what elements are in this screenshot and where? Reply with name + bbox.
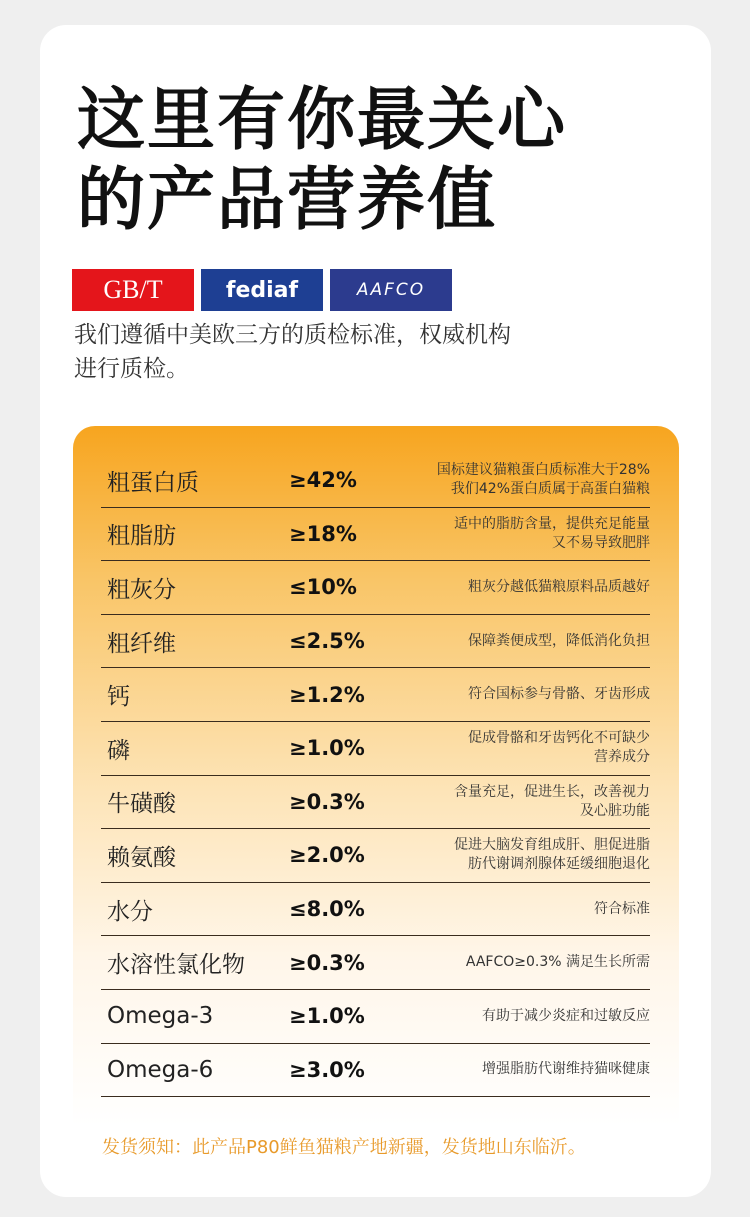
nutrient-value: ≥1.0% [289, 736, 365, 761]
fediaf-badge: fediaf [201, 269, 323, 311]
nutrient-value: ≥0.3% [289, 789, 365, 814]
nutrient-value: ≥18% [289, 521, 357, 546]
nutrient-name: 粗灰分 [107, 576, 176, 603]
nutrition-panel [73, 426, 679, 1126]
intro-text [74, 318, 634, 386]
nutrition-row [101, 776, 650, 830]
nutrient-value: ≥1.0% [289, 1004, 365, 1029]
nutrition-row [101, 829, 650, 883]
gb-t-badge: GB/T [72, 269, 194, 311]
nutrient-description [594, 883, 650, 936]
nutrient-name: 粗脂肪 [107, 523, 176, 550]
nutrient-description [454, 776, 650, 829]
nutrient-name: 粗纤维 [107, 630, 176, 657]
nutrient-name: 钙 [107, 684, 130, 711]
nutrition-row [101, 454, 650, 508]
nutrient-name: Omega-3 [107, 1003, 214, 1030]
description-line: 营养成分 [594, 749, 650, 766]
nutrient-description [482, 990, 650, 1043]
description-line: 促进大脑发育组成肝、胆促进脂 [454, 837, 650, 854]
page-title [77, 81, 567, 241]
description-line: 保障粪便成型，降低消化负担 [468, 632, 650, 649]
nutrient-name: 牛磺酸 [107, 791, 176, 818]
description-line: 促成骨骼和牙齿钙化不可缺少 [468, 730, 650, 747]
description-line: 及心脏功能 [580, 802, 650, 819]
description-line: AAFCO≥0.3% 满足生长所需 [465, 954, 650, 971]
intro-line-1: 我们遵循中美欧三方的质检标准，权威机构 [74, 322, 511, 348]
nutrient-value: ≥3.0% [289, 1057, 365, 1082]
description-line: 符合国标参与骨骼、牙齿形成 [468, 686, 650, 703]
nutrition-row [101, 990, 650, 1044]
nutrient-value: ≤8.0% [289, 897, 365, 922]
nutrient-description [468, 615, 650, 668]
nutrient-value: ≥42% [289, 468, 357, 493]
nutrition-table [101, 454, 650, 1097]
nutrient-name: 水分 [107, 898, 153, 925]
nutrient-name: 赖氨酸 [107, 844, 176, 871]
description-line: 含量充足，促进生长，改善视力 [454, 783, 650, 800]
nutrition-row [101, 615, 650, 669]
nutrient-description [466, 936, 650, 989]
description-line: 增强脂肪代谢维持猫咪健康 [482, 1061, 650, 1078]
description-line: 粗灰分越低猫粮原料品质越好 [468, 578, 650, 595]
aafco-badge: AAFCO [330, 269, 452, 311]
title-line-1: 这里有你最关心 [77, 81, 568, 160]
nutrient-name: Omega-6 [107, 1056, 214, 1083]
content-card [40, 25, 711, 1197]
nutrition-row [101, 668, 650, 722]
nutrient-value: ≥0.3% [289, 950, 365, 975]
nutrient-description [482, 1044, 650, 1097]
title-line-2: 的产品营养值 [77, 161, 498, 240]
nutrient-description [468, 561, 650, 614]
nutrient-value: ≤2.5% [289, 629, 365, 654]
nutrient-description [468, 722, 650, 775]
nutrient-value: ≥2.0% [289, 843, 365, 868]
description-line: 国标建议猫粮蛋白质标准大于28% [436, 462, 650, 479]
nutrition-row [101, 722, 650, 776]
nutrition-row [101, 936, 650, 990]
nutrition-row [101, 561, 650, 615]
nutrition-row [101, 508, 650, 562]
shipping-note: 发货须知：此产品P80鲜鱼猫粮产地新疆，发货地山东临沂。 [102, 1137, 586, 1158]
description-line: 我们42%蛋白质属于高蛋白猫粮 [450, 481, 650, 498]
nutrient-description [437, 454, 650, 507]
nutrient-value: ≤10% [289, 575, 357, 600]
description-line: 肪代谢调剂腺体延缓细胞退化 [468, 856, 650, 873]
nutrient-name: 水溶性氯化物 [107, 952, 245, 979]
description-line: 又不易导致肥胖 [552, 534, 650, 551]
nutrition-row [101, 883, 650, 937]
nutrient-description [454, 829, 650, 882]
nutrition-row [101, 1044, 650, 1098]
description-line: 符合标准 [594, 900, 650, 917]
nutrient-description [468, 668, 650, 721]
description-line: 适中的脂肪含量，提供充足能量 [454, 515, 650, 532]
nutrient-name: 磷 [107, 737, 130, 764]
nutrient-description [454, 508, 650, 561]
nutrient-name: 粗蛋白质 [107, 469, 199, 496]
description-line: 有助于减少炎症和过敏反应 [482, 1007, 650, 1024]
nutrient-value: ≥1.2% [289, 682, 365, 707]
intro-line-2: 进行质检。 [74, 356, 189, 382]
